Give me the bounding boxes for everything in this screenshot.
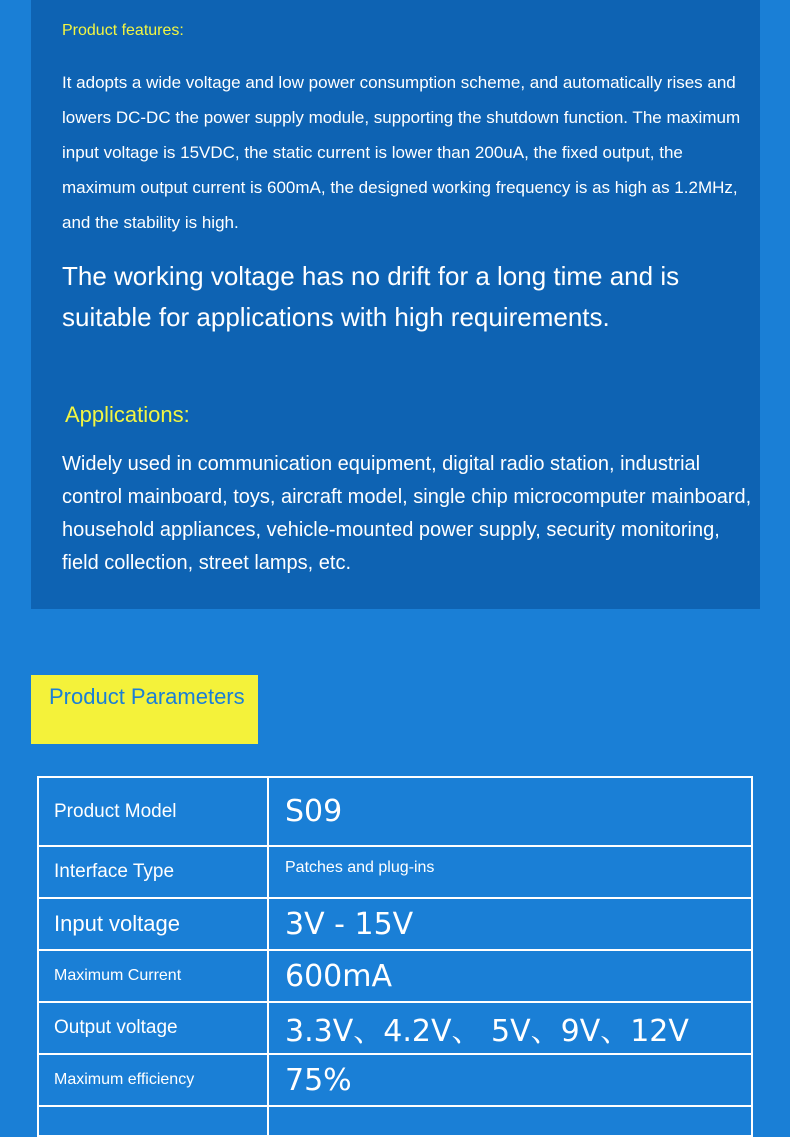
param-value: S09 — [268, 777, 752, 846]
param-label: Maximum efficiency — [38, 1054, 268, 1106]
param-value: 600mA — [268, 950, 752, 1002]
parameters-badge — [31, 675, 258, 744]
parameters-table — [37, 776, 753, 1137]
table-row — [38, 898, 752, 950]
param-label-empty — [38, 1106, 268, 1136]
param-label: Input voltage — [38, 898, 268, 950]
param-label: Interface Type — [38, 846, 268, 898]
param-value: 75% — [268, 1054, 752, 1106]
param-label: Output voltage — [38, 1002, 268, 1054]
parameters-badge-label: Product Parameters — [49, 684, 245, 709]
features-heading: Product features: — [62, 22, 184, 39]
param-label: Maximum Current — [38, 950, 268, 1002]
applications-heading: Applications: — [65, 402, 190, 427]
table-row — [38, 1106, 752, 1136]
param-label: Product Model — [38, 777, 268, 846]
param-value: 3V - 15V — [268, 898, 752, 950]
table-row — [38, 846, 752, 898]
applications-description: Widely used in communication equipment, digital radio station, industrial control mainboard, toys, aircraft model, single chip microcomputer mainboard, household appliances, vehicle-mounted power supply, security monitoring, field collection, street lamps, etc. — [62, 453, 752, 574]
table-row — [38, 1002, 752, 1054]
param-value-empty — [268, 1106, 752, 1136]
table-row — [38, 777, 752, 846]
table-row — [38, 1054, 752, 1106]
stability-highlight: The working voltage has no drift for a long time and is suitable for applications with high requirements. — [62, 261, 680, 332]
param-value: 3.3V、4.2V、 5V、9V、12V — [268, 1002, 752, 1054]
table-row — [38, 950, 752, 1002]
features-description: It adopts a wide voltage and low power consumption scheme, and automatically rises and lowers DC-DC the power supply module, supporting the shutdown function. The maximum input voltage is 15VDC, the static current is lower than 200uA, the fixed output, the maximum output current is 600mA, the designed working frequency is as high as 1.2MHz, and the stability is high. — [62, 73, 741, 232]
param-value: Patches and plug-ins — [268, 846, 752, 898]
